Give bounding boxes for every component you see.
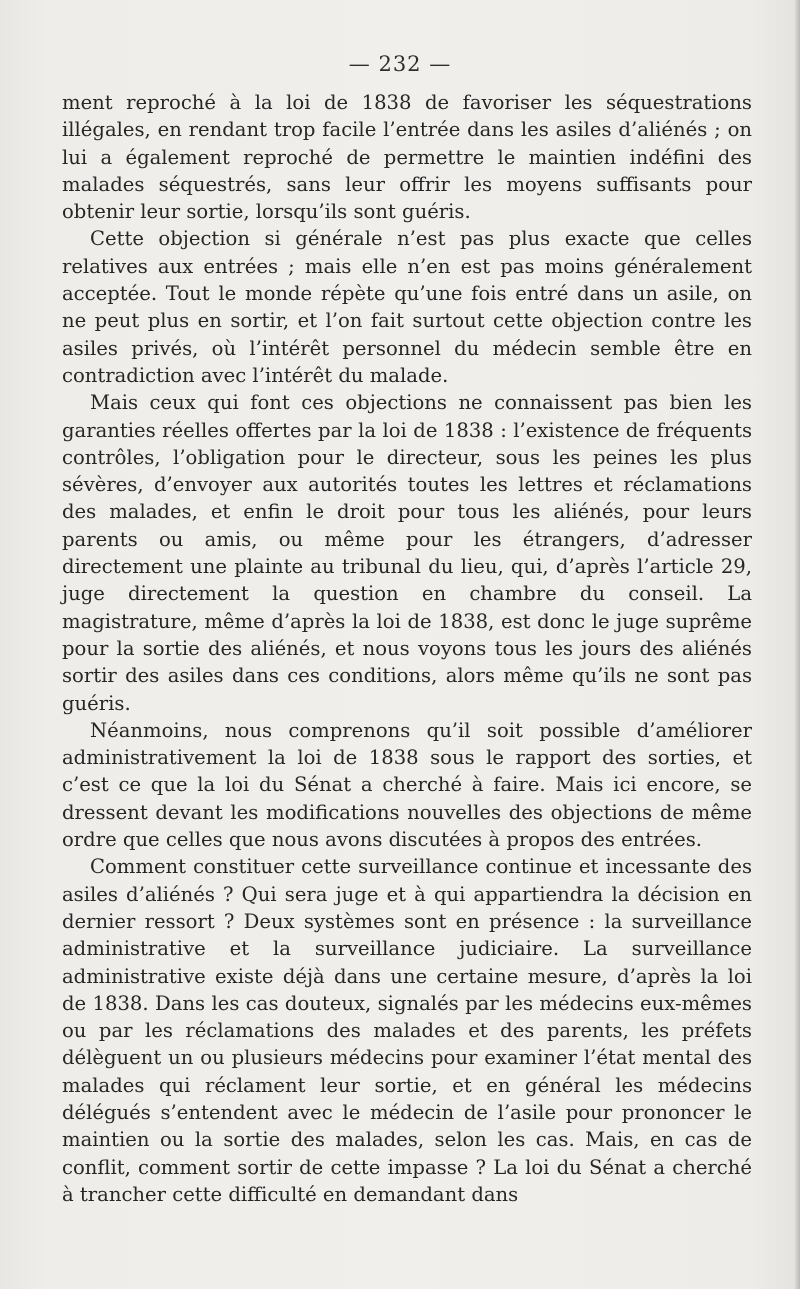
paragraph-3: Mais ceux qui font ces objections ne connaissent pas bien les garanties réelles offertes par la loi de 1838 : l’existence de fréquents contrôles, l’obligation pour le directeur, sous les peines les plus sévères, d’envoyer aux autorités toutes les lettres et réclamations des malades, et enfin le droit pour tous les aliénés, pour leurs parents ou amis, ou même pour les étrangers, d’adresser directement une plainte au tribunal du lieu, qui, d’après l’article 29, juge directement la question en chambre du conseil. La magistrature, même d’après la loi de 1838, est donc le juge suprême pour la sortie des aliénés, et nous voyons tous les jours des aliénés sortir des asiles dans ces conditions, alors même qu’ils ne sont pas guéris. (62, 391, 752, 715)
paragraph-1: ment reproché à la loi de 1838 de favoriser les séquestrations illégales, en rendant trop facile l’entrée dans les asiles d’aliénés ; on lui a également reproché de permettre le maintien indéfini des malades séquestrés, sans leur offrir les moyens suffisants pour obtenir leur sortie, lorsqu’ils sont guéris. (62, 91, 752, 224)
paragraph-5: Comment constituer cette surveillance continue et incessante des asiles d’aliénés ? Qui sera juge et à qui appartiendra la décision en dernier ressort ? Deux systèmes sont en présence : la surveillance administrative et la surveillance judiciaire. La surveillance administrative existe déjà dans une certaine mesure, d’après la loi de 1838. Dans les cas douteux, signalés par les médecins eux-mêmes ou par les réclamations des malades et des parents, les préfets délèguent un ou plusieurs médecins pour examiner l’état mental des malades qui réclament leur sortie, et en général les médecins délégués s’entendent avec le médecin de l’asile pour prononcer le maintien ou la sortie des malades, selon les cas. Mais, en cas de conflit, comment sortir de cette impasse ? La loi du Sénat a cherché à trancher cette difficulté en demandant dans (62, 855, 752, 1206)
body-text (62, 89, 752, 1208)
page-number: — 232 — (348, 52, 452, 76)
page-edge-shadow (794, 0, 800, 1289)
paragraph-2: Cette objection si générale n’est pas plus exacte que celles relatives aux entrées ; mais elle n’en est pas moins généralement acceptée. Tout le monde répète qu’une fois entré dans un asile, on ne peut plus en sortir, et l’on fait surtout cette objection contre les asiles privés, où l’intérêt personnel du médecin semble être en contradiction avec l’intérêt du malade. (62, 227, 752, 387)
paragraph-4: Néanmoins, nous comprenons qu’il soit possible d’améliorer administrativement la loi de 1838 sous le rapport des sorties, et c’est ce que la loi du Sénat a cherché à faire. Mais ici encore, se dressent devant les modifications nouvelles des objections de même ordre que celles que nous avons discutées à propos des entrées. (62, 718, 752, 852)
